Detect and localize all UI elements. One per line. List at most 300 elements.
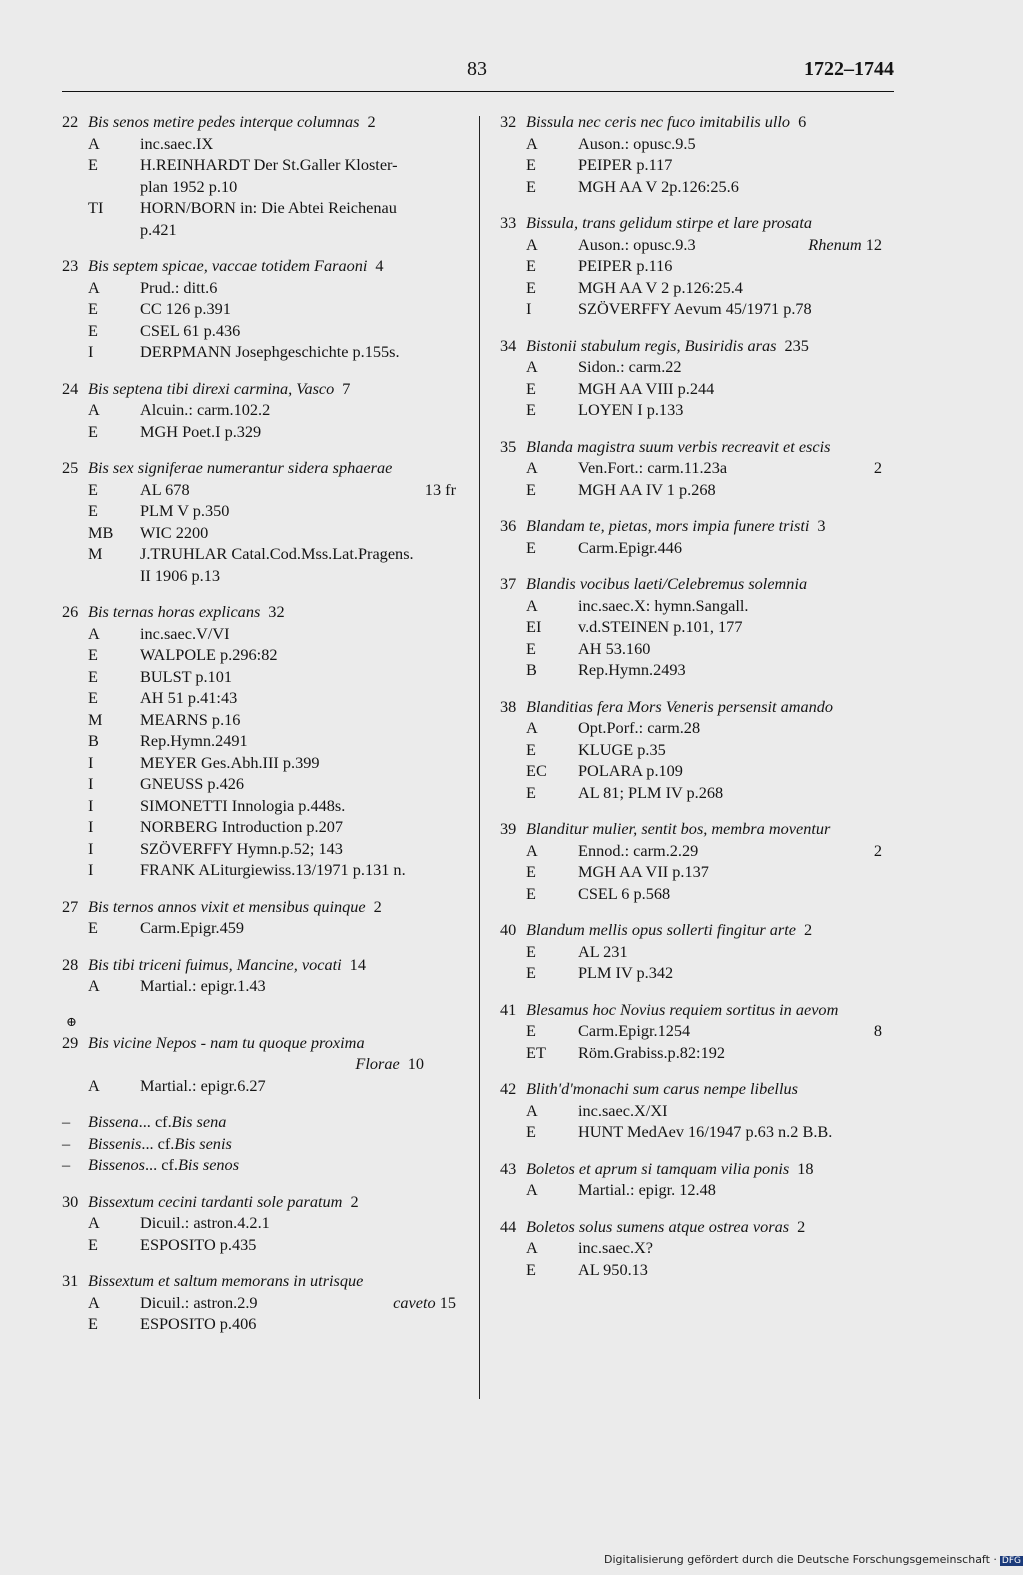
source-text: Prud.: ditt.6 — [140, 277, 218, 297]
source-code: A — [526, 840, 538, 860]
source-code: A — [88, 623, 100, 643]
source-text: MGH AA IV 1 p.268 — [578, 479, 716, 499]
entry-number: 39 — [500, 819, 517, 838]
incipit-continuation — [62, 1053, 472, 1075]
catalog-entry — [62, 1012, 472, 1097]
entry-number: 29 — [62, 1032, 79, 1052]
catalog-entry — [500, 436, 898, 501]
source-code: ET — [526, 1042, 546, 1062]
source-text: ESPOSITO p.435 — [140, 1234, 257, 1254]
catalog-entry — [62, 111, 472, 240]
reference-target: Bis senis — [174, 1133, 232, 1153]
entry-heading — [500, 919, 898, 941]
source-code: A — [88, 1292, 100, 1312]
source-code: E — [88, 155, 98, 174]
source-text: HORN/BORN in: Die Abtei Reichenau — [140, 198, 397, 217]
reference-incipit: Bissenos — [88, 1155, 145, 1174]
source-row — [62, 752, 472, 774]
column-divider — [479, 116, 480, 1399]
source-row — [500, 883, 898, 905]
entry-heading — [500, 1216, 898, 1238]
entry-number: 38 — [500, 696, 517, 716]
entry-heading — [62, 255, 472, 277]
source-text: Dicuil.: astron.2.9 — [140, 1292, 258, 1312]
source-row — [500, 457, 898, 479]
source-code: E — [88, 1314, 98, 1333]
source-row — [500, 1179, 898, 1201]
source-text: AL 950.13 — [578, 1259, 648, 1279]
source-note — [874, 457, 882, 479]
entry-incipit: Blandis vocibus laeti/Celebremus solemnia — [526, 574, 808, 593]
cross-symbol: ⊕ — [66, 1013, 77, 1029]
source-continuation: II 1906 p.13 — [140, 565, 221, 585]
source-row — [62, 1313, 472, 1335]
cross-reference — [62, 1111, 472, 1133]
source-text: Carm.Epigr.1254 — [578, 1021, 691, 1040]
entry-incipit: Bis sex signiferae numerantur sidera sphaerae — [88, 458, 393, 477]
source-code: E — [526, 883, 536, 903]
source-text: Opt.Porf.: carm.28 — [578, 718, 701, 737]
source-code: A — [526, 234, 538, 254]
source-row — [62, 298, 472, 320]
source-text: MEYER Ges.Abh.III p.399 — [140, 752, 320, 772]
source-code: E — [526, 378, 536, 398]
source-code: EI — [526, 617, 542, 636]
source-row — [500, 1121, 898, 1143]
source-note — [874, 840, 882, 862]
source-row — [62, 838, 472, 860]
source-text: KLUGE p.35 — [578, 739, 666, 759]
source-row — [62, 917, 472, 939]
source-row — [500, 840, 898, 862]
source-code: M — [88, 709, 103, 729]
source-continuation: p.421 — [140, 219, 177, 239]
entry-heading — [500, 1078, 898, 1100]
source-row — [62, 320, 472, 342]
source-row — [62, 730, 472, 752]
entry-incipit: Blanditias fera Mors Veneris persensit amando — [526, 696, 834, 716]
source-text: Martial.: epigr.6.27 — [140, 1075, 266, 1095]
entry-number: 22 — [62, 112, 79, 131]
page-number: 83 — [467, 58, 487, 80]
catalog-entry — [62, 255, 472, 363]
source-code: E — [88, 421, 98, 441]
entry-heading — [62, 378, 472, 400]
page-header — [62, 58, 894, 88]
source-row — [500, 717, 898, 739]
source-row — [500, 1259, 898, 1281]
source-code: E — [526, 782, 536, 802]
dfg-logo: DFG — [1001, 1556, 1022, 1566]
source-row — [62, 644, 472, 666]
entry-number: 43 — [500, 1158, 517, 1178]
source-code: E — [88, 299, 98, 318]
entry-number: 35 — [500, 436, 517, 456]
entry-number: 23 — [62, 256, 79, 275]
entry-heading — [62, 601, 472, 623]
source-row — [500, 537, 898, 559]
source-code: E — [526, 400, 536, 419]
entry-heading — [62, 457, 472, 479]
reference-dash: – — [62, 1155, 71, 1174]
source-text: inc.saec.X? — [578, 1238, 654, 1257]
source-code: E — [88, 645, 98, 664]
source-code: E — [526, 176, 536, 196]
entry-heading — [500, 999, 898, 1021]
incipit-continuation-text: Florae — [355, 1054, 400, 1073]
source-row — [500, 154, 898, 176]
entry-incipit: Bissula, trans gelidum stirpe et lare prosata — [526, 213, 812, 232]
catalog-entry — [62, 378, 472, 443]
source-row — [500, 1020, 898, 1042]
entry-number: 27 — [62, 896, 79, 916]
catalog-entry — [500, 335, 898, 421]
entry-incipit: Bis vicine Nepos - nam tu quoque proxima — [88, 1032, 365, 1052]
reference-cf: ... cf. — [144, 1155, 178, 1174]
source-text: Martial.: epigr.1.43 — [140, 976, 266, 995]
source-text: AH 51 p.41:43 — [140, 688, 238, 707]
entry-incipit: Bissextum et saltum memorans in utrisque — [88, 1271, 364, 1290]
catalog-entry — [62, 1191, 472, 1256]
verse-count: 6 — [798, 112, 807, 131]
catalog-entry — [500, 999, 898, 1064]
reference-target: Bis senos — [177, 1155, 240, 1174]
source-code: E — [88, 666, 98, 686]
entry-incipit: Bissula nec ceris nec fuco imitabilis ullo — [526, 112, 791, 131]
source-code: E — [526, 739, 536, 759]
entry-heading — [500, 1158, 898, 1180]
entry-incipit: Bis ternos annos vixit et mensibus quinque — [88, 896, 366, 916]
source-row — [62, 623, 472, 645]
source-text: v.d.STEINEN p.101, 177 — [578, 617, 743, 636]
source-text: Rep.Hymn.2491 — [140, 731, 248, 750]
reference-cf: ... cf. — [141, 1133, 175, 1153]
catalog-entry — [500, 919, 898, 984]
source-text: MEARNS p.16 — [140, 709, 241, 729]
source-code: E — [88, 320, 98, 340]
source-row — [500, 479, 898, 501]
footer-text: Digitalisierung gefördert durch die Deutsche Forschungsgemeinschaft · — [604, 1553, 997, 1566]
entry-number: 40 — [500, 920, 517, 939]
entry-number: 41 — [500, 999, 517, 1019]
source-text: AH 53.160 — [578, 638, 651, 658]
source-text: AL 231 — [578, 941, 628, 961]
verse-count: 3 — [817, 516, 826, 535]
source-text: SZÖVERFFY Hymn.p.52; 143 — [140, 838, 343, 858]
entry-number: 31 — [62, 1271, 79, 1290]
entry-heading — [62, 1032, 472, 1054]
entry-number: 25 — [62, 458, 79, 477]
source-code: E — [526, 963, 536, 982]
source-code: I — [88, 752, 94, 772]
source-text: inc.saec.IX — [140, 133, 214, 153]
catalog-entry — [62, 954, 472, 997]
source-text: inc.saec.V/VI — [140, 623, 230, 643]
source-text: PEIPER p.116 — [578, 256, 673, 275]
source-code: I — [88, 817, 94, 836]
catalog-entry — [62, 1270, 472, 1335]
source-code: E — [526, 1259, 536, 1279]
entry-incipit: Boletos et aprum si tamquam vilia ponis — [526, 1158, 790, 1178]
source-text: MGH Poet.I p.329 — [140, 421, 262, 441]
source-code: A — [526, 357, 538, 376]
catalog-entry — [500, 1078, 898, 1143]
source-text: WIC 2200 — [140, 522, 209, 542]
source-text: Sidon.: carm.22 — [578, 357, 682, 376]
source-text: Röm.Grabiss.p.82:192 — [578, 1042, 725, 1062]
reference-target: Bis sena — [171, 1112, 227, 1131]
entry-range: 1722–1744 — [804, 58, 894, 80]
source-note — [874, 1020, 882, 1042]
entry-incipit: Bis ternas horas explicans — [88, 602, 261, 621]
source-code: I — [526, 299, 532, 318]
source-text: Auson.: opusc.9.5 — [578, 133, 696, 153]
source-row — [500, 133, 898, 155]
source-text: H.REINHARDT Der St.Galler Kloster- — [140, 155, 398, 174]
source-row — [500, 277, 898, 299]
source-row — [500, 1237, 898, 1259]
entry-number: 32 — [500, 112, 517, 131]
source-row — [500, 941, 898, 963]
entry-number: 37 — [500, 574, 517, 593]
verse-count: 2 — [804, 920, 813, 939]
source-row — [62, 1212, 472, 1234]
reference-cf: ... cf. — [138, 1112, 172, 1131]
source-text: J.TRUHLAR Catal.Cod.Mss.Lat.Pragens. — [140, 544, 414, 563]
source-code: A — [526, 718, 538, 737]
source-note-italic: Rhenum — [808, 234, 862, 254]
source-code: E — [526, 1122, 536, 1141]
source-code: E — [526, 862, 536, 881]
entry-incipit: Bis septem spicae, vaccae totidem Faraoni — [88, 256, 368, 275]
catalog-entry — [500, 573, 898, 681]
source-text: SZÖVERFFY Aevum 45/1971 p.78 — [578, 299, 812, 318]
source-text: PLM IV p.342 — [578, 963, 674, 982]
source-text: GNEUSS p.426 — [140, 774, 245, 793]
source-text: Carm.Epigr.446 — [578, 537, 683, 557]
source-continuation: plan 1952 p.10 — [140, 176, 238, 196]
source-code: E — [88, 918, 98, 937]
entry-heading — [500, 111, 898, 133]
source-code: E — [526, 537, 536, 557]
source-text: PEIPER p.117 — [578, 155, 673, 174]
catalog-entry — [500, 1216, 898, 1281]
source-code: E — [88, 1234, 98, 1254]
source-code: E — [88, 501, 98, 520]
entry-heading — [500, 212, 898, 234]
source-text: inc.saec.X/XI — [578, 1100, 668, 1120]
verse-count: 2 — [367, 112, 376, 131]
source-row — [62, 709, 472, 731]
entry-heading — [500, 818, 898, 840]
source-row — [500, 1042, 898, 1064]
source-row — [62, 816, 472, 838]
entry-incipit: Bistonii stabulum regis, Busiridis aras — [526, 335, 777, 355]
source-row — [62, 277, 472, 299]
source-row — [62, 133, 472, 155]
entry-incipit: Blandum mellis opus sollerti fingitur arte — [526, 920, 797, 939]
source-text: CSEL 6 p.568 — [578, 883, 671, 903]
source-row — [500, 1100, 898, 1122]
reference-incipit: Bissenis — [88, 1133, 142, 1153]
entry-number: 42 — [500, 1079, 517, 1098]
verse-count: 10 — [407, 1054, 424, 1073]
catalog-entry — [500, 515, 898, 558]
source-code: E — [88, 688, 98, 707]
source-text: DERPMANN Josephgeschichte p.155s. — [140, 342, 400, 361]
source-code: A — [526, 458, 538, 477]
cross-reference — [62, 1133, 472, 1155]
entry-incipit: Bissextum cecini tardanti sole paratum — [88, 1191, 343, 1211]
left-column — [62, 111, 472, 1350]
source-code: EC — [526, 761, 547, 780]
source-row — [500, 234, 898, 256]
source-row — [500, 356, 898, 378]
reference-dash: – — [62, 1133, 71, 1153]
source-text: CC 126 p.391 — [140, 299, 231, 318]
source-note — [425, 479, 456, 501]
source-row — [500, 760, 898, 782]
entry-incipit: Boletos solus sumens atque ostrea voras — [526, 1216, 790, 1236]
source-text: Martial.: epigr. 12.48 — [578, 1180, 716, 1199]
source-code: A — [88, 277, 100, 297]
reference-dash: – — [62, 1112, 71, 1131]
source-row — [62, 773, 472, 795]
source-code: A — [526, 1180, 538, 1199]
source-row — [62, 795, 472, 817]
source-row — [500, 638, 898, 660]
entry-incipit: Blanditur mulier, sentit bos, membra moventur — [526, 819, 831, 838]
source-row — [62, 341, 472, 363]
source-row — [62, 687, 472, 709]
verse-count: 32 — [268, 602, 285, 621]
catalog-entry — [62, 601, 472, 881]
source-row — [62, 975, 472, 997]
entry-number: 44 — [500, 1216, 517, 1236]
source-code: I — [88, 795, 94, 815]
verse-count: 18 — [797, 1158, 814, 1178]
source-row — [62, 522, 472, 544]
entry-heading — [500, 515, 898, 537]
source-code: A — [88, 400, 100, 419]
source-text: MGH AA VIII p.244 — [578, 378, 715, 398]
cross-reference — [62, 1154, 472, 1176]
source-text: HUNT MedAev 16/1947 p.63 n.2 B.B. — [578, 1122, 833, 1141]
verse-count: 2 — [350, 1191, 359, 1211]
entry-heading — [62, 1270, 472, 1292]
source-code: E — [526, 638, 536, 658]
source-row — [500, 659, 898, 681]
source-code: TI — [88, 198, 104, 217]
entry-number: 36 — [500, 516, 517, 535]
right-column — [500, 111, 898, 1295]
verse-count: 2 — [373, 896, 382, 916]
source-text: Dicuil.: astron.4.2.1 — [140, 1213, 270, 1232]
source-row — [62, 479, 472, 501]
catalog-entry — [500, 111, 898, 197]
entry-number: 28 — [62, 954, 79, 974]
source-row — [62, 543, 472, 565]
source-note-value: 2 — [873, 458, 882, 477]
source-note-value: 13 fr — [424, 479, 456, 499]
source-code: A — [526, 133, 538, 153]
catalog-entry — [500, 1158, 898, 1201]
entry-number: 30 — [62, 1191, 79, 1211]
catalog-entry — [62, 896, 472, 939]
reference-incipit: Bissena — [88, 1112, 139, 1131]
source-text: LOYEN I p.133 — [578, 400, 684, 419]
entry-incipit: Bis septena tibi direxi carmina, Vasco — [88, 378, 335, 398]
entry-number: 26 — [62, 602, 79, 621]
source-text: WALPOLE p.296:82 — [140, 645, 278, 664]
entry-heading — [62, 1191, 472, 1213]
source-code: A — [88, 133, 100, 153]
source-row — [500, 595, 898, 617]
source-code: B — [88, 731, 99, 750]
source-note-italic: caveto — [393, 1292, 436, 1312]
source-code: E — [526, 256, 536, 275]
entry-heading — [500, 436, 898, 458]
source-row — [500, 176, 898, 198]
entry-heading — [62, 954, 472, 976]
source-row — [62, 1075, 472, 1097]
source-row — [500, 298, 898, 320]
source-code: A — [526, 1100, 538, 1120]
source-code: A — [88, 1075, 100, 1095]
source-code: MB — [88, 522, 114, 542]
source-text: Auson.: opusc.9.3 — [578, 234, 696, 254]
entry-heading — [500, 573, 898, 595]
entry-number: 34 — [500, 335, 517, 355]
source-code: M — [88, 544, 103, 563]
source-text: NORBERG Introduction p.207 — [140, 817, 344, 836]
source-row — [62, 154, 472, 176]
source-note — [393, 1292, 456, 1314]
source-text: Rep.Hymn.2493 — [578, 660, 686, 679]
source-text: MGH AA V 2p.126:25.6 — [578, 176, 739, 196]
source-note-value: 8 — [873, 1021, 882, 1040]
source-row — [500, 861, 898, 883]
source-text: POLARA p.109 — [578, 761, 683, 780]
header-rule — [62, 91, 894, 92]
source-code: I — [88, 774, 94, 793]
source-text: FRANK ALiturgiewiss.13/1971 p.131 n. — [140, 860, 406, 879]
catalog-entry — [500, 818, 898, 904]
source-code: E — [526, 941, 536, 961]
source-code: A — [526, 1238, 538, 1257]
source-text: Ennod.: carm.2.29 — [578, 840, 699, 860]
source-code: A — [88, 1213, 100, 1232]
source-row — [62, 666, 472, 688]
source-row — [500, 399, 898, 421]
verse-count: 235 — [784, 335, 809, 355]
entry-number: 24 — [62, 378, 79, 398]
catalog-entry — [500, 696, 898, 804]
source-code: I — [88, 860, 94, 879]
source-row — [62, 1234, 472, 1256]
entry-heading — [62, 896, 472, 918]
source-row — [62, 197, 472, 219]
source-code: E — [526, 479, 536, 499]
source-row — [62, 500, 472, 522]
source-code: B — [526, 660, 537, 679]
source-code: I — [88, 342, 94, 361]
entry-incipit: Blandam te, pietas, mors impia funere tristi — [526, 516, 810, 535]
source-row — [500, 378, 898, 400]
source-code: E — [526, 1021, 536, 1040]
catalog-entry — [62, 457, 472, 586]
source-note-value: 12 — [865, 234, 882, 254]
